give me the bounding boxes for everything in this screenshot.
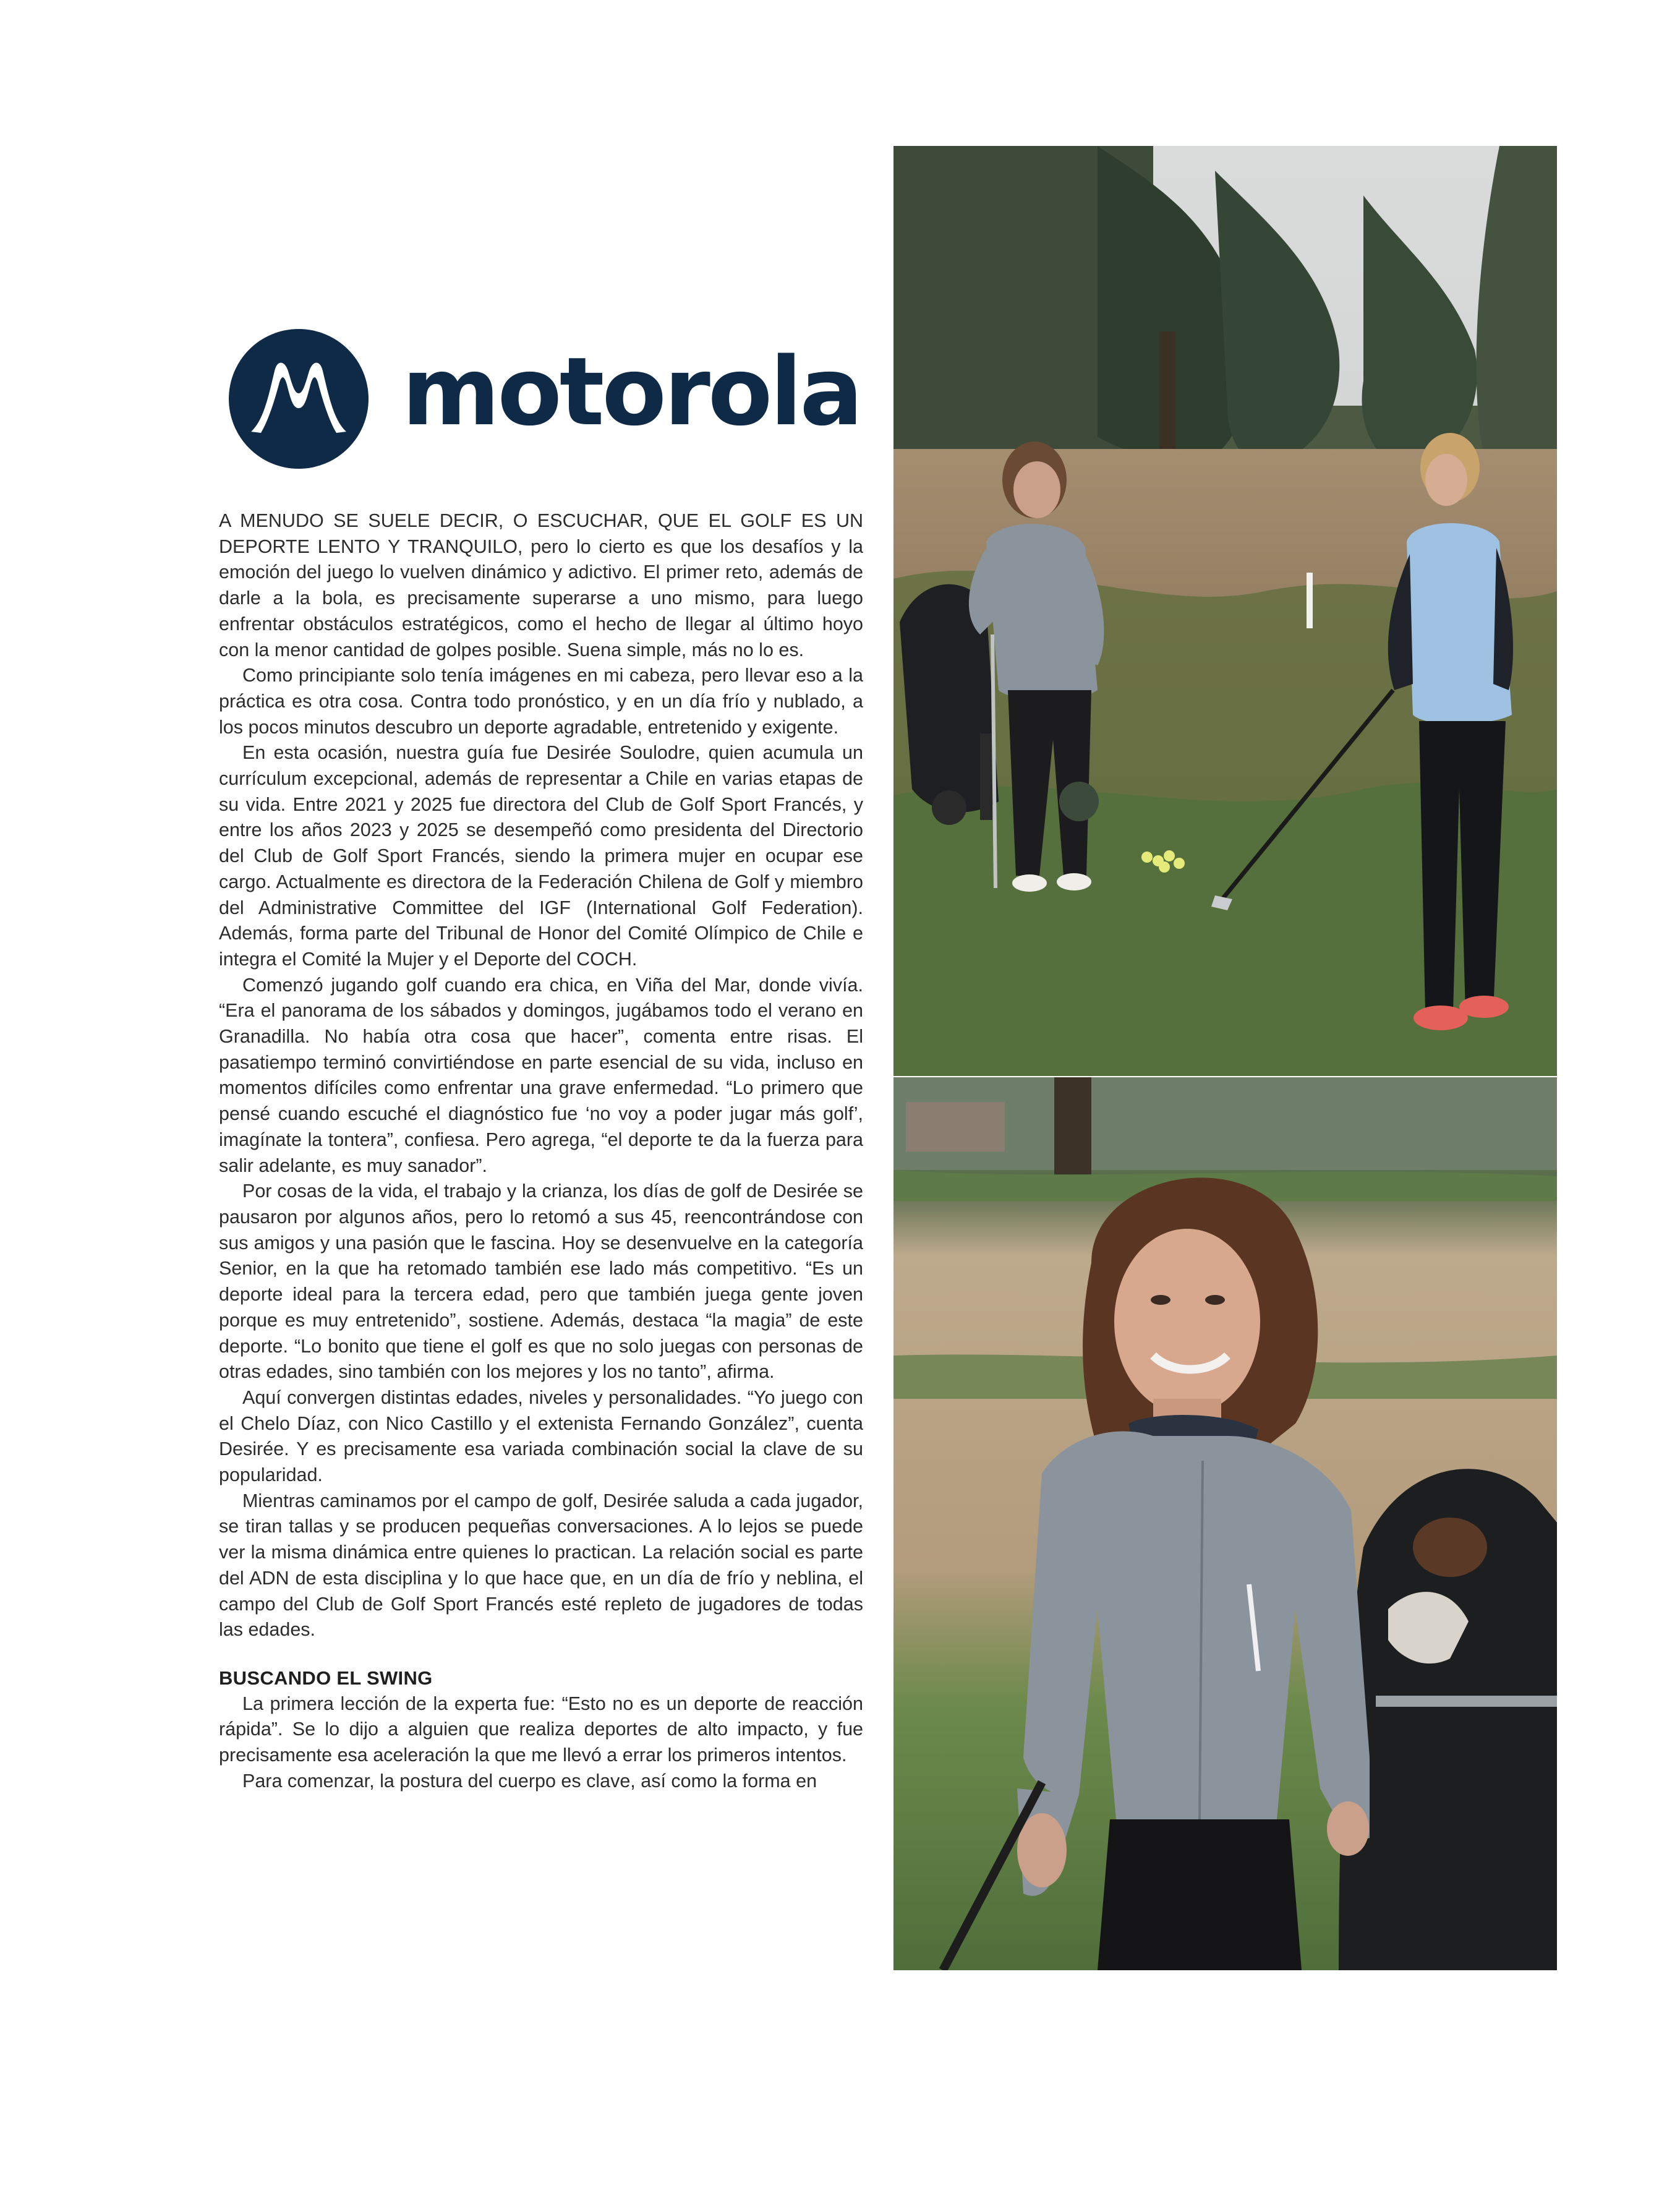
article-paragraph-9: Para comenzar, la postura del cuerpo es clave, así como la forma en (242, 1770, 817, 1792)
photo-desiree-portrait (893, 1077, 1557, 1970)
article-paragraph-6: Aquí convergen distintas edades, niveles y personalidades. “Yo juego con el Chelo Díaz, con Nico Castillo y el extenista Fernando González”, cuenta Desirée. Y es precisamente esa variada combinación social la clave de su popularidad. (219, 1386, 863, 1486)
photo-two-golfers (893, 146, 1557, 1076)
article-paragraph-7: Mientras caminamos por el campo de golf, Desirée saluda a cada jugador, se tiran tallas y se producen pequeñas conversaciones. A lo lejos se puede ver la misma dinámica entre quienes lo practican. La relación social es parte del ADN de esta disciplina y lo que hace que, en un día de frío y neblina, el campo del Club de Golf Sport Francés esté repleto de jugadores de todas las edades. (219, 1490, 863, 1641)
section-subheading: BUSCANDO EL SWING (219, 1667, 433, 1689)
article-paragraph-1 (219, 508, 863, 663)
article-paragraph-4: Comenzó jugando golf cuando era chica, en Viña del Mar, donde vivía. “Era el panorama de los sábados y domingos, jugábamos todo el verano en Granadilla. No había otra cosa que hacer”, comenta entre risas. El pasatiempo terminó convirtiéndose en parte esencial de su vida, incluso en momentos difíciles como enfrentar una grave enfermedad. “Lo primero que pensé cuando escuché el diagnóstico fue ‘no voy a poder jugar más golf’, imagínate la tontera”, confiesa. Pero agrega, “el deporte te da la fuerza para salir adelante, es muy sanador”. (219, 974, 863, 1176)
motorola-wordmark: motorola (402, 337, 861, 446)
article-paragraph-5: Por cosas de la vida, el trabajo y la crianza, los días de golf de Desirée se pausaron por algunos años, pero lo retomó a sus 45, reencontrándose con sus amigos y una pasión que le fascina. Hoy se desenvuelve en la categoría Senior, en la que ha retomado también ese lado más competitivo. “Es un deporte ideal para la tercera edad, pero que también juega gente joven porque es muy entretenido”, sostiene. Además, destaca “la magia” de este deporte. “Lo bonito que tiene el golf es que no solo juegas con personas de otras edades, sino también con los mejores y los no tanto”, afirma. (219, 1181, 863, 1383)
paragraph-1-text: pero lo cierto es que los desafíos y la emoción del juego lo vuelven dinámico y adictivo. El primer reto, además de darle a la bola, es precisamente superarse a uno mismo, para luego enfrentar obstáculos estratégicos, como el hecho de llegar al último hoyo con la menor cantidad de golpes posible. Suena simple, más no lo es. (219, 536, 863, 660)
motorola-logo (228, 328, 861, 470)
motorola-batwing-icon (228, 328, 370, 470)
article-paragraph-2: Como principiante solo tenía imágenes en mi cabeza, pero llevar eso a la práctica es otra cosa. Contra todo pronóstico, y en un día frío y nublado, a los pocos minutos descubro un deporte agradable, entretenido y exigente. (219, 665, 863, 738)
article-paragraph-8: La primera lección de la experta fue: “Esto no es un deporte de reacción rápida”. Se lo dijo a alguien que realiza deportes de alto impacto, y fue precisamente esa aceleración la que me llevó a errar los primeros intentos. (219, 1693, 863, 1766)
article-paragraph-3: En esta ocasión, nuestra guía fue Desirée Soulodre, quien acumula un currículum excepcional, además de representar a Chile en varias etapas de su vida. Entre 2021 y 2025 fue directora del Club de Golf Sport Francés, y entre los años 2023 y 2025 se desempeñó como presidenta del Directorio del Club de Golf Sport Francés, siendo la primera mujer en ocupar ese cargo. Actualmente es directora de la Federación Chilena de Golf y miembro del Administrative Committee del IGF (International Golf Federation). Además, forma parte del Tribunal de Honor del Comité Olímpico de Chile e integra el Comité la Mujer y el Deporte del COCH. (219, 742, 863, 970)
portrait-image (893, 1077, 1557, 1970)
article-body (219, 508, 863, 1794)
golf-course-scene-image (893, 146, 1557, 1076)
lead-in-caps: A MENUDO SE SUELE DECIR, O ESCUCHAR, QUE EL GOLF ES UN DEPORTE LENTO Y TRANQUILO, (219, 510, 863, 557)
